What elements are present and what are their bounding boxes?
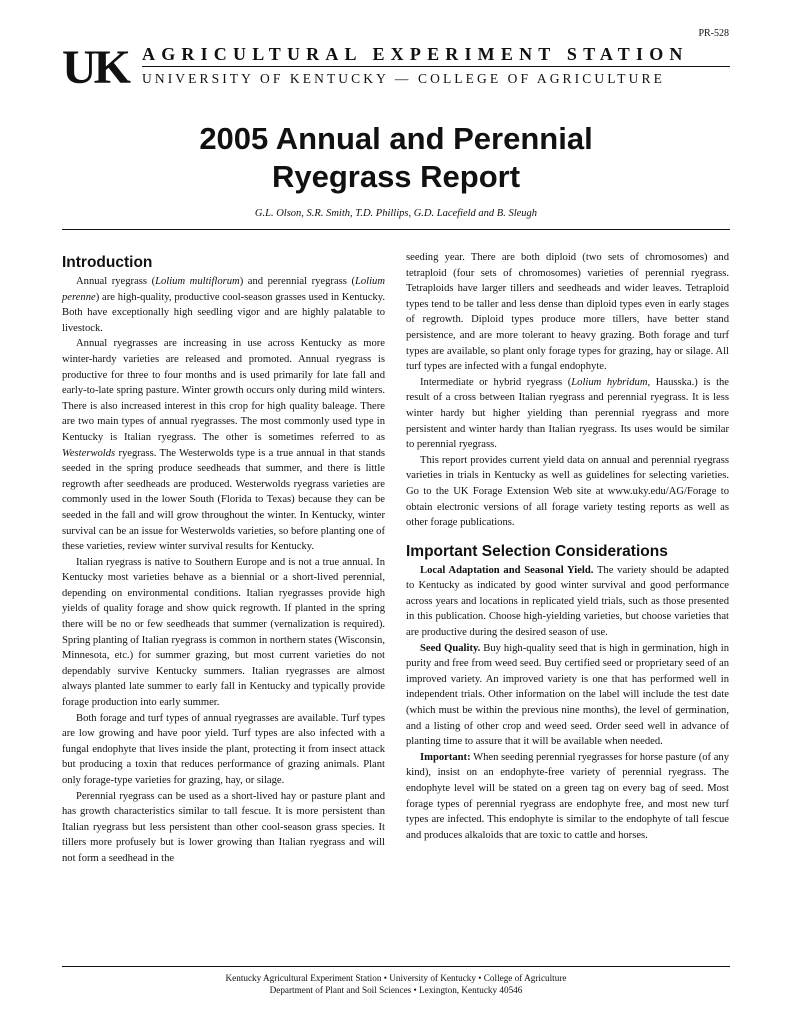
paragraph: Local Adaptation and Seasonal Yield. The variety should be adapted to Kentucky as indicated by good winter survival and good performance across years and locations in replicated yield trials, such as those presented in this publication. Choose high-yielding varieties, but choose varieties that are productive during the desired season of use.	[406, 564, 729, 639]
section-heading-introduction: Introduction	[62, 254, 153, 271]
left-column	[62, 246, 385, 867]
paragraph: seeding year. There are both diploid (two sets of chromosomes) and tetraploid (four sets of chromosomes) varieties of perennial ryegrass. Tetraploids have larger tillers and seedheads and wider leaves. Tetraploid types tend to be taller and less dense than diploid types even in early stages of regrowth. Diploid types produce more tillers, have better stand persistence, and are more tolerant to heavy grazing. Both forage and turf types are available, so plant only forage types for grazing, hay or silage. All turf types are infected with a fungal endophyte.	[406, 252, 729, 373]
paragraph: Intermediate or hybrid ryegrass (Lolium hybridum, Hausska.) is the result of a cross between Italian ryegrass and perennial ryegrass. It is less winter hardy but higher yielding than perennial ryegrass and more persistent and winter hardy than Italian ryegrass. Its uses would be similar to perennial ryegrass.	[406, 376, 730, 451]
university-line: UNIVERSITY OF KENTUCKY — COLLEGE OF AGRICULTURE	[142, 71, 665, 86]
document-number: PR-528	[698, 28, 729, 39]
paragraph: Italian ryegrass is native to Southern Europe and is not a true annual. In Kentucky most varieties behave as a biennial or a short-lived perennial, depending on environmental conditions. Italian ryegrasses provide high yields of quality forage and show quick regrowth. If planted in the spring there will be no or few seedheads that summer (vernalization is required). Spring planting of Italian ryegrass is common in northern states (Wisconsin, Minnesota, etc.) for summer grazing, but most current varieties do not dependably survive Kentucky summers. Italian ryegrasses are almost always planted late summer to early fall in Kentucky and typically provide forage production into early summer.	[62, 556, 385, 709]
uk-logo	[62, 41, 134, 94]
paragraph: Perennial ryegrass can be used as a short-lived hay or pasture plant and has growth characteristics similar to tall fescue. It is more persistent than Italian ryegrass but less persistent than other cool-season grass species. It tillers more profusely but is lower growing than Italian ryegrass and will not form a seedhead in the	[62, 790, 385, 864]
title-line-2: Ryegrass Report	[271, 159, 521, 194]
footer	[62, 972, 730, 996]
section-heading-selection: Important Selection Considerations	[406, 542, 668, 560]
paragraph: Annual ryegrasses are increasing in use across Kentucky as more winter-hardy varieties are released and promoted. Annual ryegrass is productive for three to four months and is used primarily for late fall and early-to-late spring pasture. Winter growth occurs only during mild winters. There is also increased interest in this crop for high quality baleage. There are two main types of annual ryegrasses. The most commonly used type in Kentucky is Italian ryegrass. The other is sometimes referred to as Westerwolds ryegrass. The Westerwolds type is a true annual in that stands seeded in the spring produce seedheads that summer, and there is little regrowth after seedheads are produced. Westerwolds ryegrass varieties are commonly used in the lower South (Florida to Texas) because they can be seeded in the fall and will grow throughout the winter. In Kentucky, winter survival can be an issue for Westerwolds varieties, so before planting one of these varieties, review winter survival results for Kentucky.	[62, 338, 385, 553]
title-line-1: 2005 Annual and Perennial	[199, 121, 593, 156]
paragraph: This report provides current yield data on annual and perennial ryegrass varieties in trials in Kentucky as well as guidelines for selecting varieties. Go to the UK Forage Extension Web site at www.uky.edu/AG/Forage to obtain electronic versions of all forage variety testing reports as well as other forage publications.	[406, 454, 729, 529]
footer-divider	[62, 966, 730, 967]
station-title: AGRICULTURAL EXPERIMENT STATION	[142, 44, 689, 64]
report-title	[62, 120, 730, 196]
paragraph: Both forage and turf types of annual ryegrasses are available. Turf types are low growing and have poor yield. Turf types are also infected with a fungal endophyte that lives inside the plant, protecting it from insect attack but producing a toxin that reduces performance of grazing animals. Plant only forage-type varieties for grazing, hay, or silage.	[62, 712, 385, 786]
paragraph: Seed Quality. Buy high-quality seed that is high in germination, high in purity and free from weed seed. Buy certified seed or proprietary seed of an improved variety. An improved variety is one that has performed well in independent trials. Other information on the label will include the test date (which must be within the previous nine months), the level of germination, and a listing of other crop and weed seed. Order seed well in advance of planting time to assure that it will be available when needed.	[406, 642, 729, 748]
footer-line-2: Department of Plant and Soil Sciences • Lexington, Kentucky 40546	[269, 985, 523, 995]
header-divider	[142, 66, 730, 67]
paragraph: Annual ryegrass (Lolium multiflorum) and perennial ryegrass (Lolium perenne) are high-quality, productive cool-season grasses used in Kentucky. Both have exceptionally high seedling vigor and are highly palatable to livestock.	[62, 276, 386, 334]
paragraph: Important: When seeding perennial ryegrasses for horse pasture (of any kind), insist on an endophyte-free variety of perennial ryegrass. The endophyte level will be stated on a green tag on every bag of seed. Most forage types of perennial ryegrass are endophyte free, and most new turf types are infected. This endophyte is similar to the endophyte of tall fescue and produces alkaloids that are toxic to cattle and horses.	[406, 751, 729, 841]
uk-logo-text: UK	[62, 41, 128, 94]
authors: G.L. Olson, S.R. Smith, T.D. Phillips, G.D. Lacefield and B. Sleugh	[254, 208, 538, 219]
title-divider	[62, 229, 730, 230]
right-column	[406, 250, 729, 843]
footer-line-1: Kentucky Agricultural Experiment Station • University of Kentucky • College of Agriculture	[225, 973, 567, 983]
